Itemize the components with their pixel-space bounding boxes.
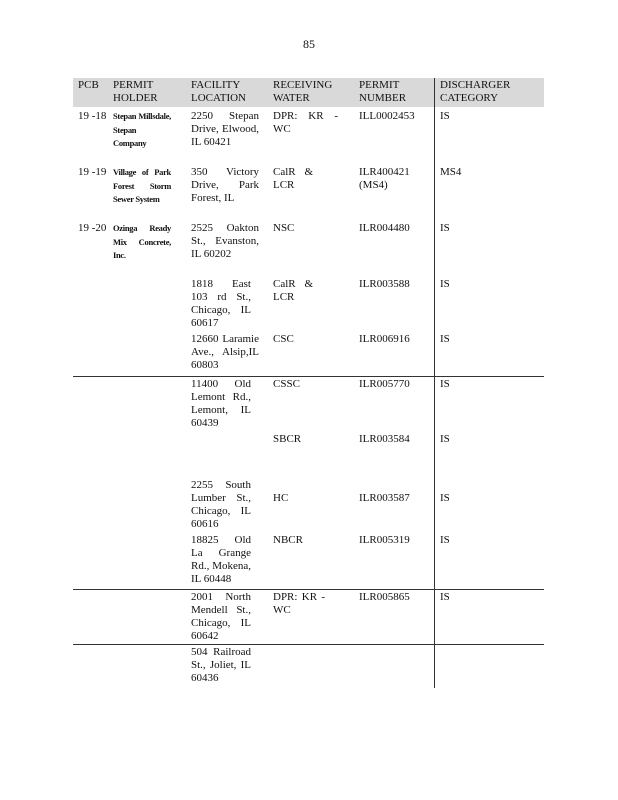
cell-pcb: 19 -20 xyxy=(78,222,107,234)
cell-location: 2525 Oakton St., Evanston, IL 60202 xyxy=(191,222,259,260)
cell-location: 12660 Laramie Ave., Alsip,IL 60803 xyxy=(191,333,259,371)
cell-location: 18825 Old La Grange Rd., Mokena, IL 60448 xyxy=(191,534,251,585)
cell-water: NSC xyxy=(273,222,295,234)
cell-permit: ILL0002453 xyxy=(359,110,415,122)
cell-location: 1818 East 103 rd St., Chicago, IL 60617 xyxy=(191,278,251,329)
cell-permit: ILR005319 xyxy=(359,534,410,546)
cell-permit: ILR400421 (MS4) xyxy=(359,166,410,191)
cell-water: CSC xyxy=(273,333,294,345)
cell-permit: ILR003588 xyxy=(359,278,410,290)
cell-water: SBCR xyxy=(273,433,302,445)
cell-location: 11400 Old Lemont Rd., Lemont, IL 60439 xyxy=(191,378,251,429)
cell-water: CalR & LCR xyxy=(273,166,313,191)
cell-location: 504 Railroad St., Joliet, IL 60436 xyxy=(191,646,251,684)
cell-location: 350 Victory Drive, Park Forest, IL xyxy=(191,166,259,204)
cell-category: IS xyxy=(440,333,450,345)
cell-category: IS xyxy=(440,278,450,290)
cell-holder: Stepan Millsdale, Stepan Company xyxy=(113,111,171,149)
cell-category: IS xyxy=(440,433,450,445)
cell-category: IS xyxy=(440,110,450,122)
cell-permit: ILR006916 xyxy=(359,333,410,345)
cell-category: IS xyxy=(440,222,450,234)
cell-category: IS xyxy=(440,534,450,546)
row-divider xyxy=(73,589,544,590)
row-divider xyxy=(73,376,544,377)
cell-location: 2255 South Lumber St., Chicago, IL 60616 xyxy=(191,479,251,530)
cell-water: CSSC xyxy=(273,378,300,390)
cell-water: HC xyxy=(273,492,289,504)
header-permit-holder: PERMIT HOLDER xyxy=(113,79,158,104)
cell-category: MS4 xyxy=(440,166,462,178)
cell-pcb: 19 -19 xyxy=(78,166,107,178)
cell-permit: ILR005865 xyxy=(359,591,410,603)
cell-holder: Village of Park Forest Storm Sewer System xyxy=(113,167,171,205)
cell-water: DPR: KR - WC xyxy=(273,110,338,135)
cell-water: CalR & LCR xyxy=(273,278,313,303)
cell-permit: ILR003587 xyxy=(359,492,410,504)
header-receiving-water: RECEIVING WATER xyxy=(273,79,333,104)
table-header xyxy=(73,78,544,107)
cell-water: DPR: KR - WC xyxy=(273,591,325,616)
cell-category: IS xyxy=(440,492,450,504)
page-number: 85 xyxy=(303,37,315,51)
cell-holder: Ozinga Ready Mix Concrete, Inc. xyxy=(113,223,171,261)
header-discharger-category: DISCHARGER CATEGORY xyxy=(440,79,511,104)
cell-pcb: 19 -18 xyxy=(78,110,107,122)
header-permit-number: PERMIT NUMBER xyxy=(359,79,407,104)
cell-category: IS xyxy=(440,591,450,603)
cell-location: 2001 North Mendell St., Chicago, IL 60642 xyxy=(191,591,251,642)
column-divider xyxy=(434,78,435,688)
cell-permit: ILR005770 xyxy=(359,378,410,390)
header-pcb: PCB xyxy=(78,79,99,91)
cell-permit: ILR003584 xyxy=(359,433,410,445)
row-divider xyxy=(73,644,544,645)
header-facility-location: FACILITY LOCATION xyxy=(191,79,246,104)
cell-water: NBCR xyxy=(273,534,303,546)
cell-location: 2250 Stepan Drive, Elwood, IL 60421 xyxy=(191,110,259,148)
cell-permit: ILR004480 xyxy=(359,222,410,234)
cell-category: IS xyxy=(440,378,450,390)
